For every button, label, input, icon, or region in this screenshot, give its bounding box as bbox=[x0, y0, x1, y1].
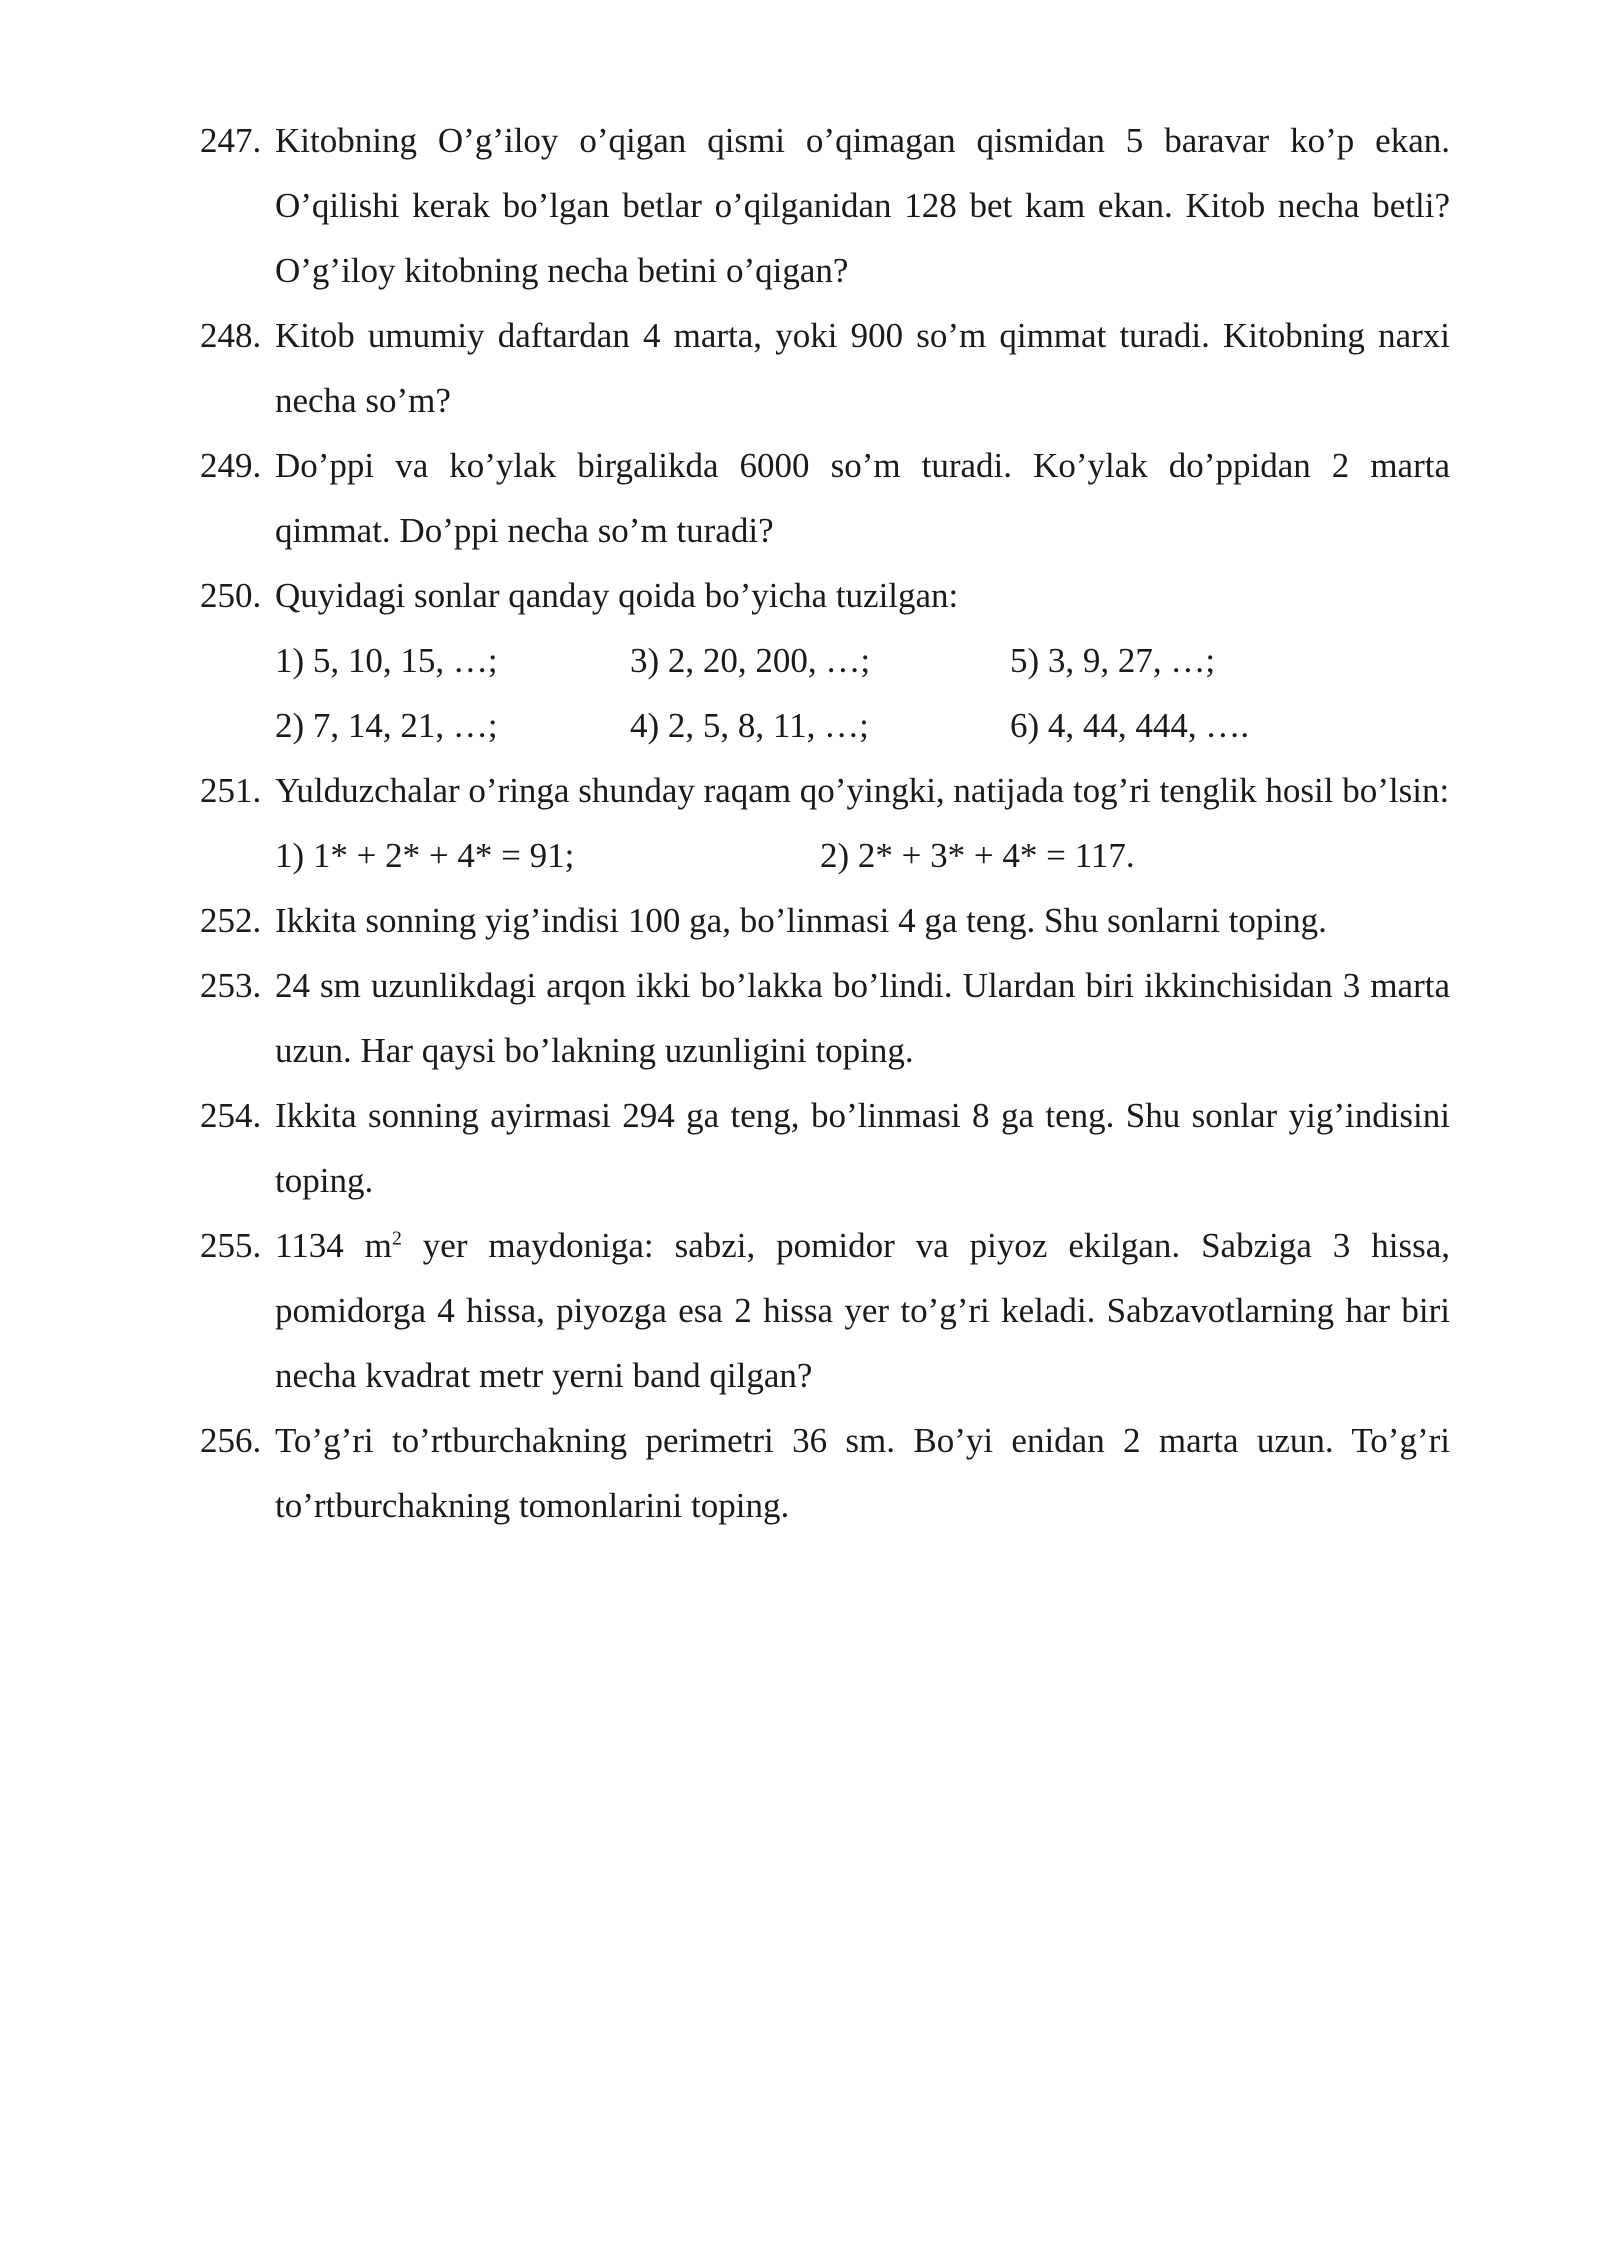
problem-text: 24 sm uzunlikdagi arqon ikki bo’lakka bo’lindi. Ulardan biri ikkinchisidan 3 marta uzun. Har qaysi bo’lakning uzunligini toping. bbox=[275, 966, 1450, 1070]
problem-250 bbox=[200, 563, 1450, 758]
equation-item: 2) 2* + 3* + 4* = 117. bbox=[820, 836, 1135, 875]
sequence-item: 4) 2, 5, 8, 11, …; bbox=[630, 706, 869, 745]
problem-text: Quyidagi sonlar qanday qoida bo’yicha tuzilgan: bbox=[275, 576, 959, 615]
sequence-item: 3) 2, 20, 200, …; bbox=[630, 641, 871, 680]
sequence-item: 5) 3, 9, 27, …; bbox=[1010, 641, 1216, 680]
problem-251 bbox=[200, 758, 1450, 888]
problem-text: Kitob umumiy daftardan 4 marta, yoki 900 so’m qimmat turadi. Kitobning narxi necha so’m? bbox=[275, 316, 1450, 420]
problem-249 bbox=[200, 433, 1450, 563]
problem-256 bbox=[200, 1408, 1450, 1538]
problem-text: Do’ppi va ko’ylak birgalikda 6000 so’m turadi. Ko’ylak do’ppidan 2 marta qimmat. Do’ppi necha so’m turadi? bbox=[275, 446, 1450, 550]
problem-253 bbox=[200, 953, 1450, 1083]
problem-number: 247. bbox=[200, 121, 262, 160]
problem-number: 253. bbox=[200, 966, 262, 1005]
superscript-exponent: 2 bbox=[391, 1227, 402, 1250]
sequence-item: 6) 4, 44, 444, …. bbox=[1010, 706, 1250, 745]
problem-number: 251. bbox=[200, 771, 262, 810]
problem-text: Ikkita sonning ayirmasi 294 ga teng, bo’linmasi 8 ga teng. Shu sonlar yig’indisini toping. bbox=[275, 1096, 1450, 1200]
problem-number: 249. bbox=[200, 446, 262, 485]
problem-text: To’g’ri to’rtburchakning perimetri 36 sm. Bo’yi enidan 2 marta uzun. To’g’ri to’rtburchakning tomonlarini toping. bbox=[275, 1421, 1450, 1525]
sequence-row bbox=[275, 693, 1450, 758]
sequence-item: 1) 5, 10, 15, …; bbox=[275, 641, 498, 680]
problem-text bbox=[275, 1213, 1450, 1408]
problem-number: 256. bbox=[200, 1421, 262, 1460]
equation-item: 1) 1* + 2* + 4* = 91; bbox=[275, 836, 575, 875]
problem-number: 250. bbox=[200, 576, 262, 615]
problem-254 bbox=[200, 1083, 1450, 1213]
problem-number: 254. bbox=[200, 1096, 262, 1135]
sequence-item: 2) 7, 14, 21, …; bbox=[275, 706, 498, 745]
problem-number: 252. bbox=[200, 901, 262, 940]
problem-text: Ikkita sonning yig’indisi 100 ga, bo’linmasi 4 ga teng. Shu sonlarni toping. bbox=[275, 901, 1327, 940]
equation-row bbox=[275, 823, 1450, 888]
problem-255 bbox=[200, 1213, 1450, 1408]
problem-248 bbox=[200, 303, 1450, 433]
problem-text-rest: yer maydoniga: sabzi, pomidor va piyoz ekilgan. Sabziga 3 hissa, pomidorga 4 hissa, piyozga esa 2 hissa yer to’g’ri keladi. Sabzavotlarning har biri necha kvadrat metr yerni band qilgan? bbox=[275, 1226, 1450, 1395]
problem-list bbox=[200, 108, 1450, 1538]
problem-247 bbox=[200, 108, 1450, 303]
problem-252 bbox=[200, 888, 1450, 953]
problem-text-start: 1134 m bbox=[275, 1226, 392, 1265]
problem-number: 255. bbox=[200, 1226, 262, 1265]
sequence-row bbox=[275, 628, 1450, 693]
problem-number: 248. bbox=[200, 316, 262, 355]
problem-text: Yulduzchalar o’ringa shunday raqam qo’yingki, natijada tog’ri tenglik hosil bo’lsin: bbox=[275, 771, 1450, 810]
problem-text: Kitobning O’g’iloy o’qigan qismi o’qimagan qismidan 5 baravar ko’p ekan. O’qilishi kerak bo’lgan betlar o’qilganidan 128 bet kam ekan. Kitob necha betli? O’g’iloy kitobning necha betini o’qigan? bbox=[275, 121, 1450, 290]
